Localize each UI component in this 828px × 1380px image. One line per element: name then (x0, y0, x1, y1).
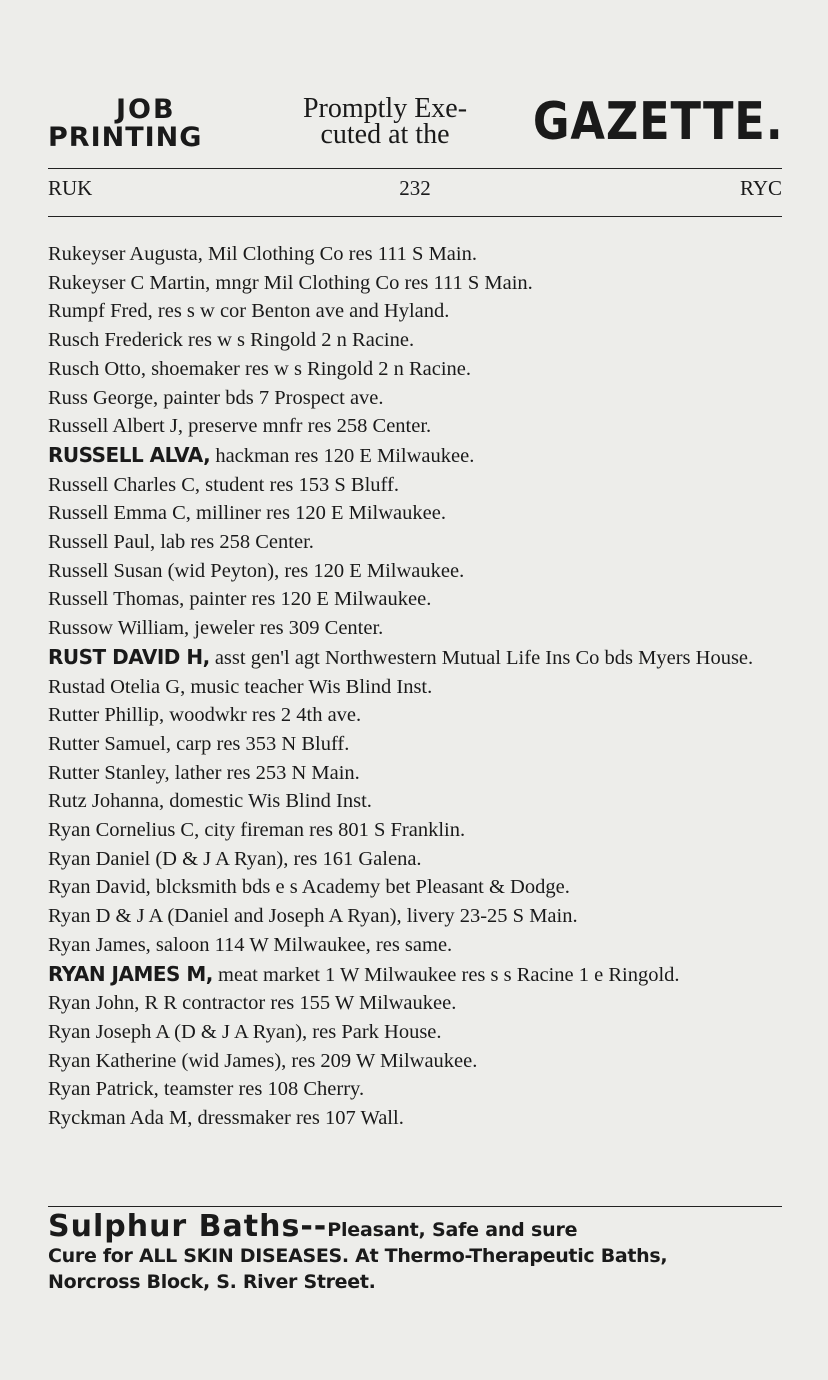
directory-entry (48, 989, 788, 1018)
directory-entry (48, 845, 788, 874)
entry-text: Russow William, jeweler res 309 Center. (48, 617, 384, 640)
entry-text: Ryan James, saloon 114 W Milwaukee, res same. (48, 933, 453, 956)
directory-entry (48, 643, 788, 673)
directory-entry (48, 902, 788, 931)
entry-text: Russell Albert J, preserve mnfr res 258 Center. (48, 415, 432, 438)
entry-text: Ryan Cornelius C, city fireman res 801 S Franklin. (48, 819, 466, 842)
entry-text: Ryckman Ada M, dressmaker res 107 Wall. (48, 1107, 404, 1130)
footer-rule (48, 1206, 782, 1207)
directory-entry (48, 355, 788, 384)
directory-entry (48, 673, 788, 702)
header-advertisement (48, 92, 784, 162)
entry-text: Rumpf Fred, res s w cor Benton ave and Hyland. (48, 300, 450, 323)
entry-text: Ryan D & J A (Daniel and Joseph A Ryan), livery 23-25 S Main. (48, 905, 578, 928)
entry-text: Rutter Stanley, lather res 253 N Main. (48, 761, 360, 784)
promptly-executed-text (280, 93, 490, 150)
directory-entry (48, 931, 788, 960)
directory-entry (48, 787, 788, 816)
directory-entry (48, 960, 788, 990)
entry-bold-name: RUST DAVID H, (48, 644, 210, 669)
directory-entries (48, 240, 788, 1133)
directory-entry (48, 1018, 788, 1047)
directory-entry (48, 816, 788, 845)
footer-ad-line-1 (48, 1209, 784, 1244)
entry-text: Rustad Otelia G, music teacher Wis Blind Inst. (48, 675, 433, 698)
entry-text: Russell Susan (wid Peyton), res 120 E Milwaukee. (48, 559, 465, 582)
printing-word: PRINTING (48, 122, 203, 153)
job-printing-label (48, 96, 278, 152)
directory-entry (48, 873, 788, 902)
entry-text: Rukeyser Augusta, Mil Clothing Co res 111 S Main. (48, 243, 477, 265)
entry-text: Russell Emma C, milliner res 120 E Milwaukee. (48, 502, 446, 525)
directory-entry (48, 441, 788, 471)
entry-text: Russell Paul, lab res 258 Center. (48, 531, 314, 554)
job-word: JOB (116, 94, 176, 125)
directory-entry (48, 326, 788, 355)
directory-entry (48, 412, 788, 441)
gazette-title: GAZETTE. (533, 92, 784, 152)
entry-text: Rutter Phillip, woodwkr res 2 4th ave. (48, 704, 362, 727)
footer-advertisement (48, 1209, 784, 1295)
directory-entry (48, 701, 788, 730)
footer-ad-line-1-rest: Pleasant, Safe and sure (327, 1219, 578, 1241)
directory-entry (48, 1047, 788, 1076)
entry-text: meat market 1 W Milwaukee res s s Racine 1 e Ringold. (212, 963, 680, 986)
entry-text: Rusch Otto, shoemaker res w s Ringold 2 n Racine. (48, 357, 472, 380)
entry-text: Ryan Daniel (D & J A Ryan), res 161 Galena. (48, 847, 422, 870)
entry-text: hackman res 120 E Milwaukee. (210, 444, 475, 467)
header-rule-bottom (48, 216, 782, 217)
directory-entry (48, 384, 788, 413)
entry-text: Russell Thomas, painter res 120 E Milwaukee. (48, 588, 432, 611)
promptly-line-2: cuted at the (320, 119, 450, 150)
directory-entry (48, 499, 788, 528)
directory-entry (48, 1104, 788, 1133)
directory-entry (48, 557, 788, 586)
entry-text: asst gen'l agt Northwestern Mutual Life Ins Co bds Myers House. (209, 646, 754, 669)
footer-ad-line-2: Cure for ALL SKIN DISEASES. At Thermo-Therapeutic Baths, (48, 1245, 668, 1267)
entry-text: Ryan Joseph A (D & J A Ryan), res Park House. (48, 1020, 442, 1043)
header-rule-top (48, 168, 782, 169)
promptly-line-1: Promptly Exe- (302, 93, 468, 124)
directory-entry (48, 585, 788, 614)
directory-entry (48, 759, 788, 788)
directory-entry (48, 471, 788, 500)
directory-entry (48, 297, 788, 326)
entry-text: Russ George, painter bds 7 Prospect ave. (48, 386, 384, 409)
running-head-left: RUK (48, 176, 93, 200)
directory-entry (48, 240, 788, 269)
directory-entry (48, 730, 788, 759)
entry-text: Ryan Patrick, teamster res 108 Cherry. (48, 1078, 365, 1101)
entry-text: Ryan Katherine (wid James), res 209 W Milwaukee. (48, 1049, 478, 1072)
entry-text: Rutter Samuel, carp res 353 N Bluff. (48, 732, 350, 755)
entry-bold-name: RUSSELL ALVA, (48, 442, 211, 467)
directory-entry (48, 269, 788, 298)
running-head (48, 176, 782, 204)
sulphur-baths-headline: Sulphur Baths-- (48, 1209, 328, 1244)
directory-entry (48, 528, 788, 557)
entry-text: Ryan David, blcksmith bds e s Academy bet Pleasant & Dodge. (48, 876, 570, 899)
footer-ad-line-3: Norcross Block, S. River Street. (48, 1271, 376, 1293)
directory-entry (48, 614, 788, 643)
entry-bold-name: RYAN JAMES M, (48, 961, 213, 986)
entry-text: Rukeyser C Martin, mngr Mil Clothing Co res 111 S Main. (48, 271, 533, 294)
running-head-right: RYC (739, 176, 782, 200)
entry-text: Ryan John, R R contractor res 155 W Milwaukee. (48, 992, 457, 1015)
entry-text: Rutz Johanna, domestic Wis Blind Inst. (48, 790, 372, 813)
entry-text: Rusch Frederick res w s Ringold 2 n Racine. (48, 329, 415, 352)
directory-entry (48, 1075, 788, 1104)
page-number: 232 (399, 176, 431, 200)
entry-text: Russell Charles C, student res 153 S Bluff. (48, 473, 399, 496)
